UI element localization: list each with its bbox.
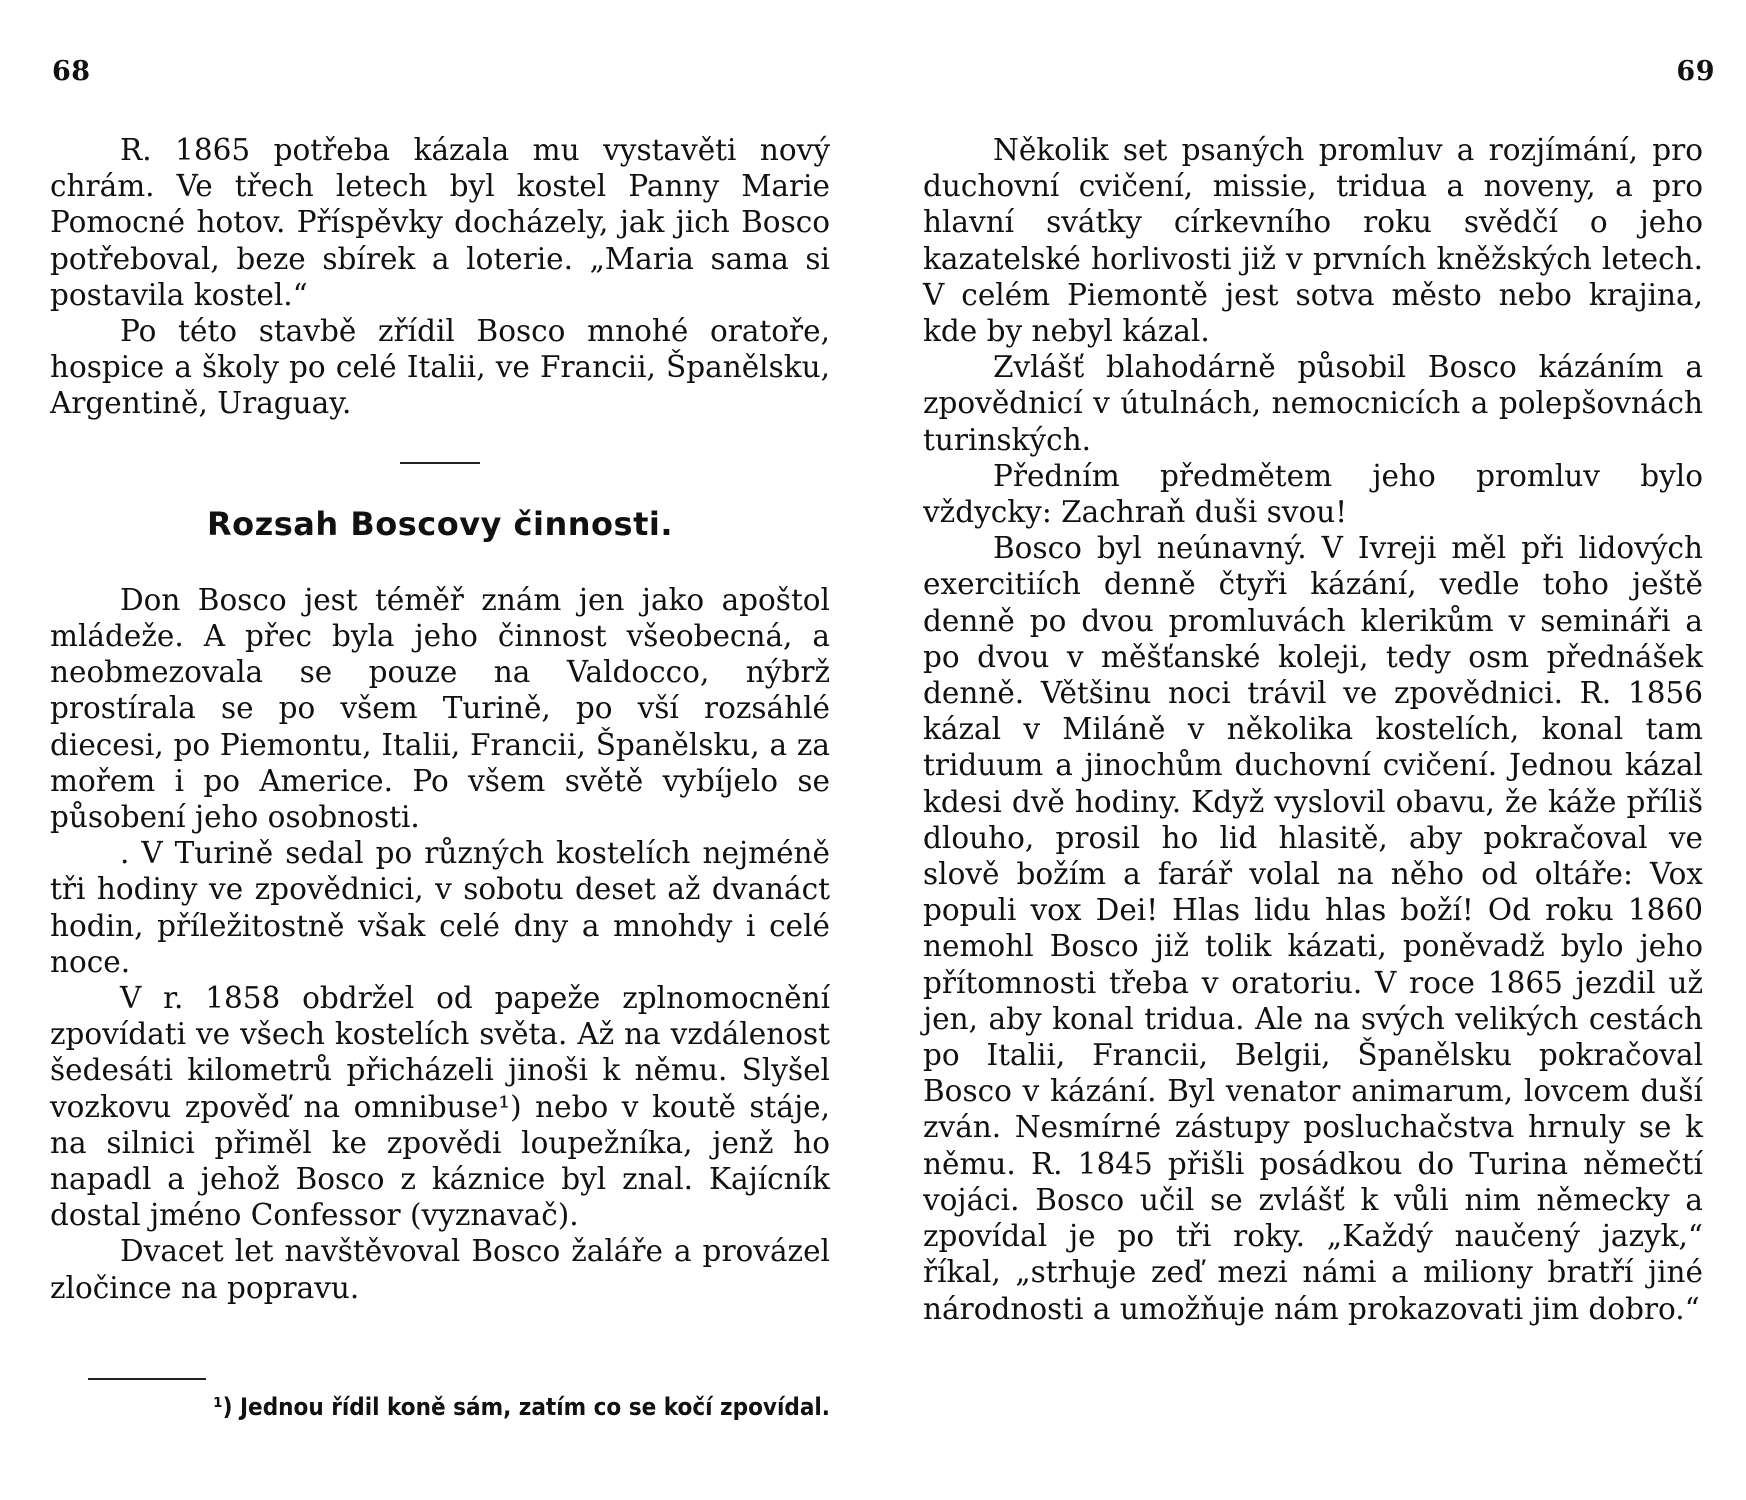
- section-heading: Rozsah Boscovy činnosti.: [207, 504, 673, 543]
- paragraph: R. 1865 potřeba kázala mu vystavěti nový chrám. Ve třech letech byl kostel Panny Marie Pomocné hotov. Příspěvky docházely, jak jich Bosco potřeboval, beze sbírek a loterie. „Maria sama si postavila kostel.“: [50, 133, 830, 312]
- footnote-divider: [88, 1378, 206, 1380]
- left-page: [50, 0, 830, 1500]
- paragraph: . V Turině sedal po různých kostelích nejméně tři hodiny ve zpovědnici, v sobotu deset až dvanáct hodin, příležitostně však celé dny a mnohdy i celé noce.: [50, 836, 830, 979]
- paragraph: Několik set psaných promluv a rozjímání, pro duchovní cvičení, missie, tridua a noveny, a pro hlavní svátky církevního roku svědčí o jeho kazatelské horlivosti již v prvních kněžských letech. V celém Piemontě jest sotva město nebo krajina, kde by nebyl kázal.: [923, 133, 1703, 349]
- paragraph: Zvlášť blahodárně působil Bosco kázáním a zpovědnicí v útulnách, nemocnicích a polepšovnách turinských.: [923, 350, 1703, 457]
- page-number-left: 68: [52, 56, 91, 87]
- paragraph: Po této stavbě zřídil Bosco mnohé oratoře, hospice a školy po celé Italii, ve Francii, Španělsku, Argentině, Uraguay.: [50, 314, 830, 421]
- paragraph: Bosco byl neúnavný. V Ivreji měl při lidových exercitiích denně čtyři kázání, vedle toho ještě denně po dvou promluvách klerikům v semináři a po dvou v měšťanské koleji, tedy osm přednášek denně. Většinu noci trávil ve zpovědnici. R. 1856 kázal v Miláně v několika kostelích, konal tam triduum a jinochům duchovní cvičení. Jednou kázal kdesi dvě hodiny. Když vyslovil obavu, že káže příliš dlouho, prosil ho lid hlasitě, aby pokračoval ve slově božím a farář volal na něho od oltáře: Vox populi vox Dei! Hlas lidu hlas boží! Od roku 1860 nemohl Bosco již tolik kázati, poněvadž bylo jeho přítomnosti třeba v oratoriu. V roce 1865 jezdil už jen, aby konal tridua. Ale na svých velikých cestách po Italii, Francii, Belgii, Španělsku pokračoval Bosco v kázání. Byl venator animarum, lovcem duší zván. Nesmírné zástupy posluchačstva hrnuly se k němu. R. 1845 přišli posádkou do Turina němečtí vojáci. Bosco učil se zvlášť k vůli nim německy a zpovídal je po tři roky. „Každý naučený jazyk,“ říkal, „strhuje zeď mezi námi a miliony bratří jiné národnosti a umožňuje nám prokazovati jim dobro.“: [923, 531, 1703, 1326]
- paragraph: V r. 1858 obdržel od papeže zplnomocnění zpovídati ve všech kostelích světa. Až na vzdálenost šedesáti kilometrů přicházeli jinoši k němu. Slyšel vozkovu zpověď na omnibuse¹) nebo v koutě stáje, na silnici přiměl ke zpovědi loupežníka, jenž ho napadl a jehož Bosco z káznice byl znal. Kajícník dostal jméno Confessor (vyznavač).: [50, 981, 830, 1233]
- paragraph: Předním předmětem jeho promluv bylo vždycky: Zachraň duši svou!: [923, 458, 1703, 530]
- right-page-body: [923, 132, 1703, 1327]
- paragraph: Dvacet let navštěvoval Bosco žaláře a provázel zločince na popravu.: [50, 1234, 830, 1305]
- footnote: ¹) Jednou řídil koně sám, zatím co se kočí zpovídal.: [213, 1393, 830, 1421]
- section-divider: [400, 462, 480, 464]
- right-page: [923, 0, 1715, 1500]
- page-number-right: 69: [1676, 56, 1715, 87]
- left-page-body: [50, 132, 830, 1306]
- paragraph: Don Bosco jest téměř znám jen jako apoštol mládeže. A přec byla jeho činnost všeobecná, a neobmezovala se pouze na Valdocco, nýbrž prostírala se po všem Turině, po vší rozsáhlé diecesi, po Piemontu, Italii, Francii, Španělsku, a za mořem i po Americe. Po všem světě vybíjelo se působení jeho osobnosti.: [50, 582, 830, 835]
